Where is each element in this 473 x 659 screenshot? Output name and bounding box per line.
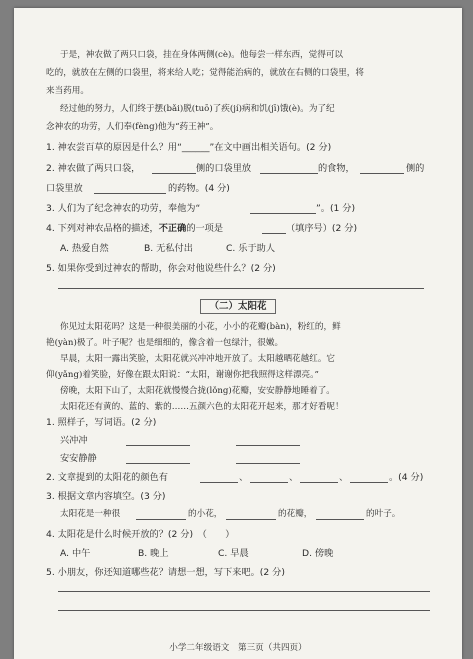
passage2-line-2: 艳(yàn)极了。叶子呢？也是细细的，像含着一包绿汁，很嫩。: [46, 338, 284, 348]
b1-blank-4[interactable]: [236, 463, 300, 464]
b3-fill-1: 太阳花是一种很: [60, 509, 121, 519]
passage1-line-4: 经过他的努力，人们终于摆(bǎi)脱(tuō)了疾(jí)病和饥(jī)饿(è)。为了纪: [60, 104, 335, 114]
q3-blank[interactable]: [250, 213, 316, 214]
passage1-line-1: 于是，神农做了两只口袋，挂在身体两侧(cè)。他每尝一样东西，觉得可以: [60, 50, 344, 60]
b4-option-d: D. 傍晚: [302, 548, 334, 559]
passage2-line-3: 早晨，太阳一露出笑脸，太阳花就兴冲冲地开放了。太阳越晒花越红。它: [60, 354, 336, 364]
b5-answer-line-2[interactable]: [58, 610, 430, 611]
b4-option-a: A. 中午: [60, 548, 91, 559]
b4-option-b: B. 晚上: [138, 548, 169, 559]
b5-answer-line-1[interactable]: [58, 591, 430, 592]
b2-end: 。(4 分): [389, 472, 424, 483]
question-3-part-2: ”。(1 分): [316, 203, 356, 214]
b2-sep-3: 、: [339, 472, 349, 483]
b1-blank-2[interactable]: [236, 445, 300, 446]
b-question-2-part-1: 2. 文章提到的太阳花的颜色有: [46, 472, 168, 483]
question-2-part-5: 口袋里放: [46, 183, 83, 194]
q2-blank-4[interactable]: [94, 193, 166, 194]
question-4: [46, 223, 223, 234]
passage1-line-2: 吃的，就放在左侧的口袋里，将来给人吃；觉得能治病的，就放在右侧的口袋里，将: [46, 68, 364, 78]
q2-blank-3[interactable]: [360, 173, 404, 174]
q2-blank-2[interactable]: [260, 173, 318, 174]
question-2-part-2: 侧的口袋里放: [196, 163, 252, 174]
b2-blank-4[interactable]: [350, 482, 388, 483]
passage1-line-5: 念神农的功劳，人们奉(fèng)他为“药王神”。: [46, 122, 219, 132]
question-4-prefix: 4. 下列对神农品格的描述，: [46, 223, 159, 234]
question-2-part-4: 侧的: [406, 163, 425, 174]
b3-blank-1[interactable]: [136, 519, 186, 520]
question-2-part-3: 的食物，: [318, 163, 355, 174]
b-question-4: 4. 太阳花是什么时候开放的？(2 分) （ ）: [46, 529, 235, 540]
b-question-5: 5. 小朋友，你还知道哪些花？请想一想，写下来吧。(2 分): [46, 567, 285, 578]
q4-option-c: C. 乐于助人: [226, 243, 276, 254]
passage2-line-4: 仰(yǎng)着笑脸，好像在跟太阳说：“太阳，谢谢你把我照得这样漂亮。”: [46, 370, 319, 380]
b2-blank-1[interactable]: [200, 482, 238, 483]
b3-blank-3[interactable]: [316, 519, 364, 520]
q4-option-a: A. 热爱自然: [60, 243, 109, 254]
b3-fill-4: 的叶子。: [366, 509, 401, 519]
section-title: （二）太阳花: [200, 299, 276, 314]
b3-blank-2[interactable]: [226, 519, 276, 520]
b4-option-c: C. 早晨: [218, 548, 249, 559]
q4-answer-blank[interactable]: [262, 233, 286, 234]
b2-blank-2[interactable]: [250, 482, 288, 483]
passage1-line-3: 来当药用。: [46, 86, 89, 96]
b2-sep-1: 、: [239, 472, 249, 483]
question-4-tail: （填序号）(2 分): [286, 223, 358, 234]
b1-word-2: 安安静静: [60, 453, 97, 464]
b-question-1: 1. 照样子，写词语。(2 分): [46, 417, 157, 428]
q5-answer-line[interactable]: [58, 288, 424, 289]
question-3-part-1: 3. 人们为了纪念神农的功劳，奉他为“: [46, 203, 201, 214]
q2-blank-1[interactable]: [152, 173, 196, 174]
question-2-part-6: 的药物。(4 分): [168, 183, 230, 194]
q4-option-b: B. 无私付出: [144, 243, 193, 254]
passage2-line-6: 太阳花还有黄的、蓝的、紫的……五颜六色的太阳花开起来，那才好看呢！: [60, 402, 344, 412]
passage2-line-5: 傍晚，太阳下山了，太阳花就慢慢合拢(lǒng)花瓣，安安静静地睡着了。: [60, 386, 335, 396]
question-1: 1. 神农尝百草的原因是什么？用“______”在文中画出相关语句。(2 分): [46, 142, 332, 153]
b2-blank-3[interactable]: [300, 482, 338, 483]
b3-fill-3: 的花瓣，: [278, 509, 313, 519]
b1-blank-3[interactable]: [126, 463, 190, 464]
page-footer: 小学二年级语文 第三页（共四页）: [169, 643, 307, 653]
b-question-3: 3. 根据文章内容填空。(3 分): [46, 491, 166, 502]
question-5: 5. 如果你受到过神农的帮助，你会对他说些什么？(2 分): [46, 263, 276, 274]
question-2-part-1: 2. 神农做了两只口袋，: [46, 163, 141, 174]
question-4-bold: 不正确: [158, 223, 187, 234]
exam-page: [14, 8, 462, 659]
b1-blank-1[interactable]: [126, 445, 190, 446]
passage2-line-1: 你见过太阳花吗？这是一种很美丽的小花，小小的花瓣(bàn)，粉红的，鲜: [60, 322, 341, 332]
b3-fill-2: 的小花，: [188, 509, 223, 519]
b2-sep-2: 、: [289, 472, 299, 483]
b1-word-1: 兴冲冲: [60, 435, 88, 446]
question-4-suffix: 的一项是: [186, 223, 224, 234]
